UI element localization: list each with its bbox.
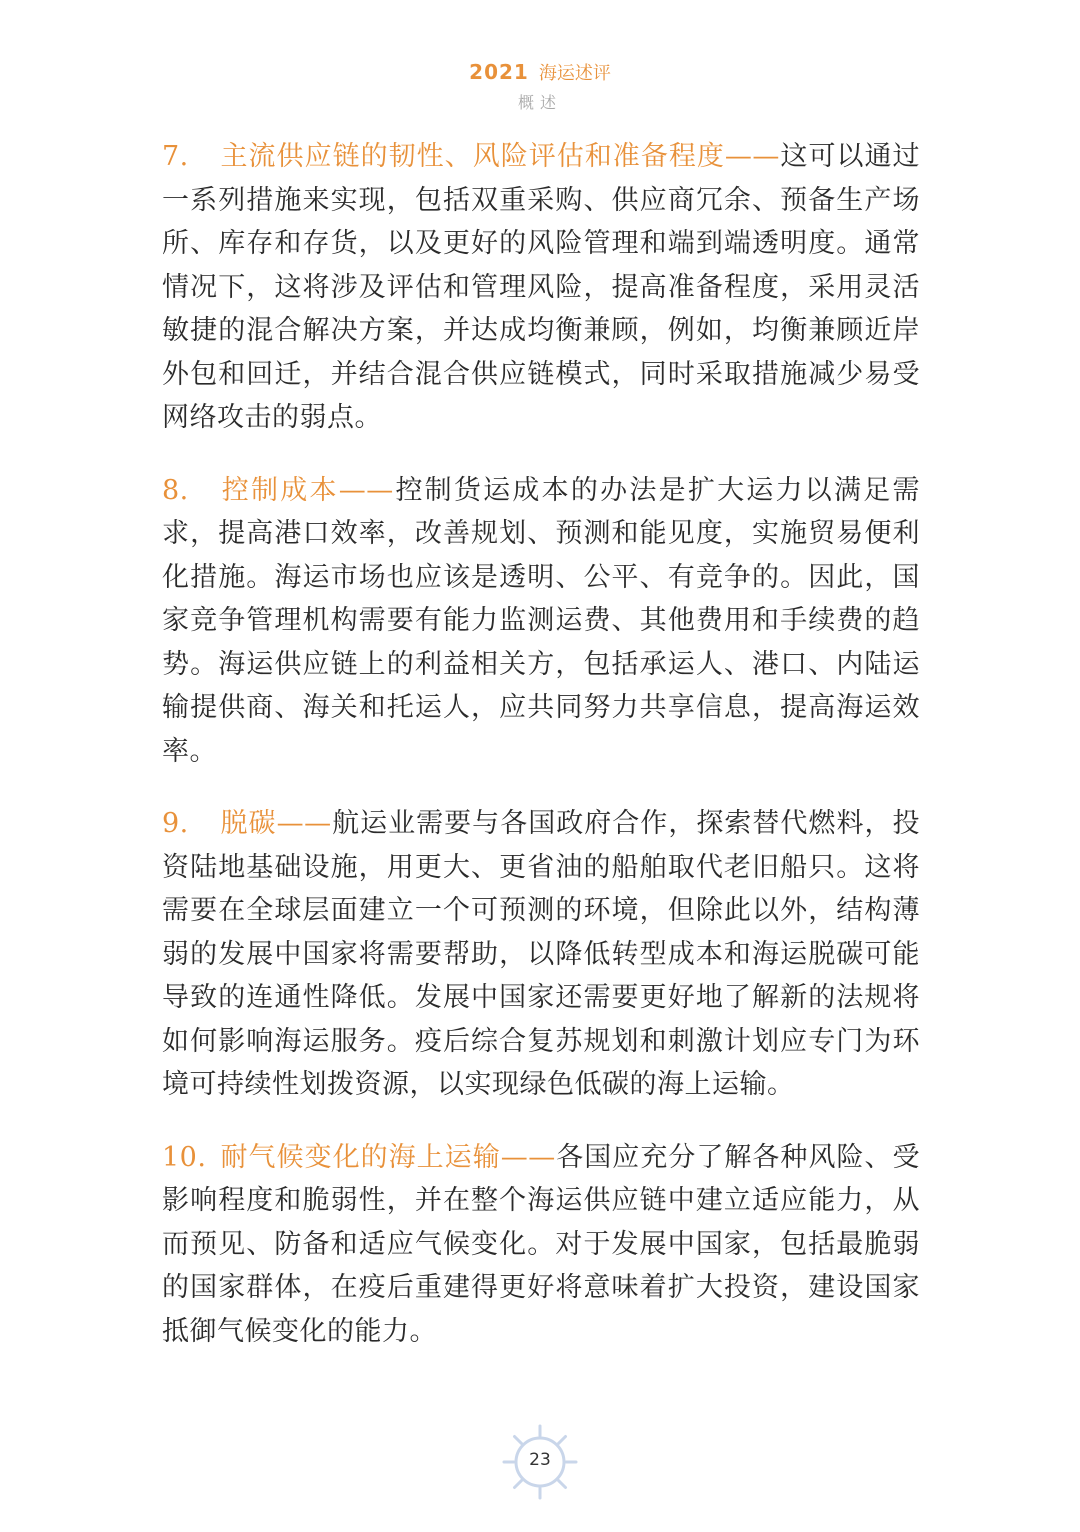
item-dash: —— — [724, 141, 780, 172]
report-year: 2021 — [469, 60, 529, 84]
item-dash: —— — [338, 474, 394, 506]
page-number: 23 — [529, 1450, 551, 1470]
section-label: 概述 — [517, 93, 562, 112]
item-body: 航运业需要与各国政府合作，探索替代燃料，投资陆地基础设施，用更大、更省油的船舶取代老旧船只。这将需要在全球层面建立一个可预测的环境，但除此以外，结构薄弱的发展中国家将需要帮助，以降低转型成本和海运脱碳可能导致的连通性降低。发展中国家还需要更好地了解新的法规将如何影响海运服务。疫后综合复苏规划和刺激计划应专门为环境可持续性划拨资源，以实现绿色低碳的海上运输。 — [162, 808, 920, 1100]
page-footer — [500, 1422, 580, 1502]
item-number: 10. — [162, 1141, 207, 1173]
item-number: 7. — [162, 141, 189, 172]
item-body: 控制货运成本的办法是扩大运力以满足需求，提高港口效率，改善规划、预测和能见度，实施贸易便利化措施。海运市场也应该是透明、公平、有竞争的。因此，国家竞争管理机构需要有能力监测运费、其他费用和手续费的趋势。海运供应链上的利益相关方，包括承运人、港口、内陆运输提供商、海关和托运人，应共同努力共享信息，提高海运效率。 — [162, 474, 921, 767]
item-heading: 主流供应链的韧性、风险评估和准备程度 — [220, 141, 725, 172]
item-heading: 控制成本 — [220, 474, 339, 506]
item-body: 各国应充分了解各种风险、受影响程度和脆弱性，并在整个海运供应链中建立适应能力，从而预见、防备和适应气候变化。对于发展中国家，包括最脆弱的国家群体，在疫后重建得更好将意味着扩大投资，建设国家抵御气候变化的能力。 — [162, 1141, 921, 1347]
report-series-title: 海运述评 — [538, 63, 611, 84]
item-number: 9. — [162, 808, 189, 839]
item-number: 8. — [162, 474, 189, 506]
recommendation-item-9 — [162, 802, 920, 1107]
item-heading: 脱碳 — [220, 808, 277, 839]
recommendations-list — [162, 135, 920, 1382]
report-title — [0, 58, 1080, 88]
recommendation-item-8 — [162, 469, 920, 774]
item-body: 这可以通过一系列措施来实现，包括双重采购、供应商冗余、预备生产场所、库存和存货，以及更好的风险管理和端到端透明度。通常情况下，这将涉及评估和管理风险，提高准备程度，采用灵活敏捷的混合解决方案，并达成均衡兼顾，例如，均衡兼顾近岸外包和回迁，并结合混合供应链模式，同时采取措施减少易受网络攻击的弱点。 — [162, 141, 921, 433]
item-heading: 耐气候变化的海上运输 — [220, 1141, 501, 1173]
item-dash: —— — [500, 1141, 556, 1173]
item-dash: —— — [276, 808, 332, 839]
page-header — [0, 58, 1080, 113]
recommendation-item-10 — [162, 1136, 920, 1354]
recommendation-item-7 — [162, 135, 920, 440]
